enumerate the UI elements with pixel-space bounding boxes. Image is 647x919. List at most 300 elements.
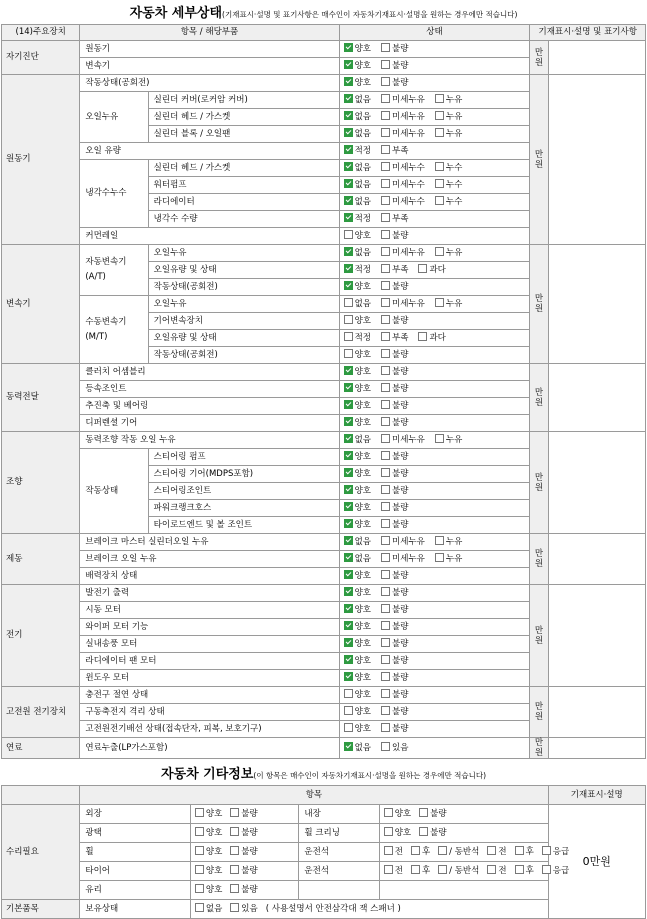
state-cell[interactable] — [339, 296, 530, 313]
checkbox-icon[interactable] — [487, 846, 496, 855]
option-있음[interactable] — [230, 901, 257, 918]
state-cell[interactable] — [339, 432, 530, 449]
option-적정[interactable] — [344, 212, 371, 227]
state-cell[interactable] — [339, 160, 530, 177]
checkbox-icon[interactable] — [381, 179, 390, 188]
checkbox-icon[interactable] — [435, 128, 444, 137]
checkbox-icon[interactable] — [515, 846, 524, 855]
checkbox-icon[interactable] — [344, 434, 353, 443]
option-전[interactable] — [487, 863, 506, 880]
checkbox-icon[interactable] — [381, 485, 390, 494]
left-options[interactable] — [190, 862, 299, 881]
option-미세누수[interactable] — [381, 178, 425, 193]
option-불량[interactable] — [381, 280, 408, 295]
state-cell[interactable] — [339, 126, 530, 143]
option-후[interactable] — [411, 863, 430, 880]
left-options[interactable] — [190, 824, 299, 843]
checkbox-icon[interactable] — [344, 298, 353, 307]
state-cell[interactable] — [339, 211, 530, 228]
checkbox-icon[interactable] — [344, 315, 353, 324]
option-불량[interactable] — [381, 586, 408, 601]
option-누유[interactable] — [435, 93, 462, 108]
state-cell[interactable] — [339, 347, 530, 364]
checkbox-icon[interactable] — [344, 485, 353, 494]
state-cell[interactable] — [339, 687, 530, 704]
option-불량[interactable] — [381, 399, 408, 414]
checkbox-icon[interactable] — [381, 162, 390, 171]
option-양호[interactable] — [344, 416, 371, 431]
checkbox-icon[interactable] — [344, 77, 353, 86]
checkbox-icon[interactable] — [344, 264, 353, 273]
option-불량[interactable] — [381, 671, 408, 686]
checkbox-icon[interactable] — [381, 230, 390, 239]
state-cell[interactable] — [339, 313, 530, 330]
option-누유[interactable] — [435, 127, 462, 142]
checkbox-icon[interactable] — [381, 519, 390, 528]
checkbox-icon[interactable] — [344, 145, 353, 154]
option-미세누유[interactable] — [381, 110, 425, 125]
checkbox-icon[interactable] — [230, 846, 239, 855]
checkbox-icon[interactable] — [344, 553, 353, 562]
option-불량[interactable] — [381, 637, 408, 652]
option-없음[interactable] — [344, 552, 371, 567]
option-양호[interactable] — [344, 280, 371, 295]
checkbox-icon[interactable] — [487, 865, 496, 874]
checkbox-icon[interactable] — [344, 638, 353, 647]
left-options[interactable] — [190, 843, 299, 862]
checkbox-icon[interactable] — [381, 706, 390, 715]
option-미세누유[interactable] — [381, 127, 425, 142]
option-양호[interactable] — [344, 688, 371, 703]
option-응급[interactable] — [542, 863, 569, 880]
checkbox-icon[interactable] — [381, 349, 390, 358]
option-불량[interactable] — [381, 467, 408, 482]
state-cell[interactable] — [339, 466, 530, 483]
checkbox-icon[interactable] — [381, 247, 390, 256]
state-cell[interactable] — [339, 398, 530, 415]
option-양호[interactable] — [195, 825, 222, 842]
state-cell[interactable] — [339, 602, 530, 619]
option-없음[interactable] — [344, 297, 371, 312]
option-양호[interactable] — [344, 705, 371, 720]
option-미세누유[interactable] — [381, 93, 425, 108]
option-누유[interactable] — [435, 110, 462, 125]
option-없음[interactable] — [344, 535, 371, 550]
option-적정[interactable] — [344, 263, 371, 278]
checkbox-icon[interactable] — [344, 213, 353, 222]
note-cell[interactable] — [548, 585, 645, 687]
option-없음[interactable] — [344, 110, 371, 125]
option-불량[interactable] — [230, 844, 257, 861]
checkbox-icon[interactable] — [381, 638, 390, 647]
checkbox-icon[interactable] — [195, 865, 204, 874]
checkbox-icon[interactable] — [344, 247, 353, 256]
option-양호[interactable] — [344, 399, 371, 414]
note-cell[interactable] — [548, 534, 645, 585]
checkbox-icon[interactable] — [344, 536, 353, 545]
state-cell[interactable] — [339, 381, 530, 398]
checkbox-icon[interactable] — [344, 94, 353, 103]
note-cell[interactable] — [548, 75, 645, 245]
checkbox-icon[interactable] — [381, 383, 390, 392]
option-누유[interactable] — [435, 535, 462, 550]
state-cell[interactable] — [339, 228, 530, 245]
checkbox-icon[interactable] — [344, 400, 353, 409]
basic-items-options[interactable] — [190, 900, 548, 919]
state-cell[interactable] — [339, 636, 530, 653]
option-양호[interactable] — [384, 806, 411, 823]
option-없음[interactable] — [344, 127, 371, 142]
checkbox-icon[interactable] — [435, 162, 444, 171]
option-불량[interactable] — [230, 825, 257, 842]
checkbox-icon[interactable] — [384, 827, 393, 836]
option-과다[interactable] — [418, 331, 445, 346]
checkbox-icon[interactable] — [195, 903, 204, 912]
checkbox-icon[interactable] — [381, 434, 390, 443]
option-누유[interactable] — [435, 552, 462, 567]
checkbox-icon[interactable] — [381, 43, 390, 52]
checkbox-icon[interactable] — [344, 723, 353, 732]
option-불량[interactable] — [381, 569, 408, 584]
checkbox-icon[interactable] — [411, 846, 420, 855]
option-불량[interactable] — [381, 654, 408, 669]
option-불량[interactable] — [381, 76, 408, 91]
checkbox-icon[interactable] — [435, 553, 444, 562]
checkbox-icon[interactable] — [344, 468, 353, 477]
option-누수[interactable] — [435, 161, 462, 176]
checkbox-icon[interactable] — [195, 884, 204, 893]
note-cell[interactable] — [548, 364, 645, 432]
option-불량[interactable] — [230, 863, 257, 880]
checkbox-icon[interactable] — [381, 417, 390, 426]
option-미세누유[interactable] — [381, 297, 425, 312]
checkbox-icon[interactable] — [381, 723, 390, 732]
checkbox-icon[interactable] — [381, 553, 390, 562]
checkbox-icon[interactable] — [381, 604, 390, 613]
checkbox-icon[interactable] — [542, 846, 551, 855]
state-cell[interactable] — [339, 58, 530, 75]
option-불량[interactable] — [381, 365, 408, 380]
option-응급[interactable] — [542, 844, 569, 861]
state-cell[interactable] — [339, 194, 530, 211]
option-양호[interactable] — [344, 569, 371, 584]
state-cell[interactable] — [339, 109, 530, 126]
option-후[interactable] — [411, 844, 430, 861]
checkbox-icon[interactable] — [344, 587, 353, 596]
option-불량[interactable] — [230, 882, 257, 899]
option-양호[interactable] — [344, 467, 371, 482]
checkbox-icon[interactable] — [344, 179, 353, 188]
checkbox-icon[interactable] — [381, 145, 390, 154]
state-cell[interactable] — [339, 704, 530, 721]
state-cell[interactable] — [339, 670, 530, 687]
state-cell[interactable] — [339, 41, 530, 58]
option-누유[interactable] — [435, 246, 462, 261]
option-양호[interactable] — [344, 382, 371, 397]
state-cell[interactable] — [339, 534, 530, 551]
state-cell[interactable] — [339, 262, 530, 279]
option-불량[interactable] — [381, 416, 408, 431]
option-적정[interactable] — [344, 331, 371, 346]
checkbox-icon[interactable] — [344, 162, 353, 171]
option-누수[interactable] — [435, 178, 462, 193]
checkbox-icon[interactable] — [435, 179, 444, 188]
option-양호[interactable] — [195, 863, 222, 880]
state-cell[interactable] — [339, 568, 530, 585]
option-/ 동반석[interactable] — [438, 844, 479, 861]
option-미세누유[interactable] — [381, 552, 425, 567]
option-과다[interactable] — [418, 263, 445, 278]
checkbox-icon[interactable] — [230, 865, 239, 874]
left-options[interactable] — [190, 881, 299, 900]
option-있음[interactable] — [381, 741, 408, 756]
checkbox-icon[interactable] — [344, 451, 353, 460]
checkbox-icon[interactable] — [344, 111, 353, 120]
checkbox-icon[interactable] — [344, 43, 353, 52]
option-불량[interactable] — [381, 501, 408, 516]
state-cell[interactable] — [339, 653, 530, 670]
note-cell[interactable] — [548, 738, 645, 759]
checkbox-icon[interactable] — [344, 742, 353, 751]
option-불량[interactable] — [381, 348, 408, 363]
state-cell[interactable] — [339, 330, 530, 347]
option-전[interactable] — [487, 844, 506, 861]
note-cell[interactable] — [548, 432, 645, 534]
checkbox-icon[interactable] — [381, 196, 390, 205]
state-cell[interactable] — [339, 279, 530, 296]
option-양호[interactable] — [195, 844, 222, 861]
option-부족[interactable] — [381, 212, 408, 227]
option-양호[interactable] — [344, 722, 371, 737]
checkbox-icon[interactable] — [381, 315, 390, 324]
option-불량[interactable] — [381, 688, 408, 703]
option-양호[interactable] — [344, 671, 371, 686]
note-cell[interactable] — [548, 245, 645, 364]
checkbox-icon[interactable] — [344, 128, 353, 137]
option-양호[interactable] — [344, 59, 371, 74]
checkbox-icon[interactable] — [419, 827, 428, 836]
option-불량[interactable] — [230, 806, 257, 823]
checkbox-icon[interactable] — [381, 213, 390, 222]
option-부족[interactable] — [381, 144, 408, 159]
state-cell[interactable] — [339, 75, 530, 92]
option-없음[interactable] — [344, 161, 371, 176]
checkbox-icon[interactable] — [344, 519, 353, 528]
option-양호[interactable] — [384, 825, 411, 842]
right-options[interactable] — [379, 824, 548, 843]
option-미세누수[interactable] — [381, 161, 425, 176]
checkbox-icon[interactable] — [381, 502, 390, 511]
checkbox-icon[interactable] — [381, 111, 390, 120]
note-cell[interactable] — [548, 687, 645, 738]
checkbox-icon[interactable] — [195, 827, 204, 836]
option-불량[interactable] — [381, 518, 408, 533]
option-전[interactable] — [384, 863, 403, 880]
option-미세누유[interactable] — [381, 433, 425, 448]
right-options[interactable] — [379, 881, 548, 900]
checkbox-icon[interactable] — [419, 808, 428, 817]
checkbox-icon[interactable] — [344, 349, 353, 358]
checkbox-icon[interactable] — [515, 865, 524, 874]
checkbox-icon[interactable] — [344, 281, 353, 290]
option-양호[interactable] — [344, 365, 371, 380]
checkbox-icon[interactable] — [381, 468, 390, 477]
option-미세누유[interactable] — [381, 246, 425, 261]
option-불량[interactable] — [381, 705, 408, 720]
checkbox-icon[interactable] — [344, 570, 353, 579]
checkbox-icon[interactable] — [344, 672, 353, 681]
checkbox-icon[interactable] — [435, 111, 444, 120]
right-options[interactable] — [379, 862, 570, 881]
checkbox-icon[interactable] — [230, 903, 239, 912]
option-누유[interactable] — [435, 433, 462, 448]
checkbox-icon[interactable] — [381, 400, 390, 409]
checkbox-icon[interactable] — [344, 604, 353, 613]
option-양호[interactable] — [344, 518, 371, 533]
state-cell[interactable] — [339, 92, 530, 109]
option-누유[interactable] — [435, 297, 462, 312]
checkbox-icon[interactable] — [344, 230, 353, 239]
option-부족[interactable] — [381, 331, 408, 346]
option-양호[interactable] — [344, 586, 371, 601]
checkbox-icon[interactable] — [230, 884, 239, 893]
option-양호[interactable] — [344, 42, 371, 57]
state-cell[interactable] — [339, 415, 530, 432]
option-없음[interactable] — [344, 741, 371, 756]
checkbox-icon[interactable] — [435, 434, 444, 443]
checkbox-icon[interactable] — [435, 536, 444, 545]
checkbox-icon[interactable] — [418, 332, 427, 341]
checkbox-icon[interactable] — [381, 451, 390, 460]
right-options[interactable] — [379, 805, 548, 824]
option-양호[interactable] — [195, 806, 222, 823]
option-부족[interactable] — [381, 263, 408, 278]
checkbox-icon[interactable] — [381, 655, 390, 664]
checkbox-icon[interactable] — [438, 865, 447, 874]
state-cell[interactable] — [339, 585, 530, 602]
option-적정[interactable] — [344, 144, 371, 159]
state-cell[interactable] — [339, 517, 530, 534]
checkbox-icon[interactable] — [344, 60, 353, 69]
option-양호[interactable] — [344, 620, 371, 635]
checkbox-icon[interactable] — [381, 77, 390, 86]
option-누수[interactable] — [435, 195, 462, 210]
checkbox-icon[interactable] — [381, 672, 390, 681]
state-cell[interactable] — [339, 143, 530, 160]
checkbox-icon[interactable] — [435, 247, 444, 256]
checkbox-icon[interactable] — [195, 846, 204, 855]
checkbox-icon[interactable] — [230, 808, 239, 817]
left-options[interactable] — [190, 805, 299, 824]
checkbox-icon[interactable] — [384, 808, 393, 817]
option-불량[interactable] — [381, 59, 408, 74]
option-불량[interactable] — [381, 484, 408, 499]
option-불량[interactable] — [381, 722, 408, 737]
option-양호[interactable] — [344, 637, 371, 652]
checkbox-icon[interactable] — [381, 264, 390, 273]
checkbox-icon[interactable] — [381, 298, 390, 307]
option-불량[interactable] — [381, 229, 408, 244]
checkbox-icon[interactable] — [418, 264, 427, 273]
state-cell[interactable] — [339, 738, 530, 759]
option-없음[interactable] — [344, 93, 371, 108]
checkbox-icon[interactable] — [438, 846, 447, 855]
state-cell[interactable] — [339, 619, 530, 636]
state-cell[interactable] — [339, 551, 530, 568]
option-후[interactable] — [515, 844, 534, 861]
checkbox-icon[interactable] — [344, 689, 353, 698]
checkbox-icon[interactable] — [381, 128, 390, 137]
right-options[interactable] — [379, 843, 570, 862]
checkbox-icon[interactable] — [344, 196, 353, 205]
note-cell[interactable] — [548, 41, 645, 75]
option-불량[interactable] — [419, 806, 446, 823]
checkbox-icon[interactable] — [344, 417, 353, 426]
checkbox-icon[interactable] — [381, 587, 390, 596]
checkbox-icon[interactable] — [542, 865, 551, 874]
checkbox-icon[interactable] — [344, 502, 353, 511]
option-없음[interactable] — [195, 901, 222, 918]
checkbox-icon[interactable] — [381, 570, 390, 579]
option-양호[interactable] — [344, 314, 371, 329]
checkbox-icon[interactable] — [344, 366, 353, 375]
checkbox-icon[interactable] — [384, 846, 393, 855]
checkbox-icon[interactable] — [381, 94, 390, 103]
option-양호[interactable] — [344, 501, 371, 516]
state-cell[interactable] — [339, 500, 530, 517]
option-불량[interactable] — [381, 620, 408, 635]
checkbox-icon[interactable] — [381, 689, 390, 698]
option-양호[interactable] — [344, 348, 371, 363]
option-불량[interactable] — [419, 825, 446, 842]
checkbox-icon[interactable] — [381, 60, 390, 69]
checkbox-icon[interactable] — [381, 332, 390, 341]
state-cell[interactable] — [339, 483, 530, 500]
option-불량[interactable] — [381, 42, 408, 57]
checkbox-icon[interactable] — [344, 706, 353, 715]
checkbox-icon[interactable] — [344, 621, 353, 630]
checkbox-icon[interactable] — [230, 827, 239, 836]
option-없음[interactable] — [344, 246, 371, 261]
state-cell[interactable] — [339, 364, 530, 381]
checkbox-icon[interactable] — [435, 196, 444, 205]
checkbox-icon[interactable] — [344, 655, 353, 664]
option-후[interactable] — [515, 863, 534, 880]
option-없음[interactable] — [344, 195, 371, 210]
option-없음[interactable] — [344, 178, 371, 193]
checkbox-icon[interactable] — [381, 281, 390, 290]
checkbox-icon[interactable] — [435, 298, 444, 307]
checkbox-icon[interactable] — [381, 366, 390, 375]
state-cell[interactable] — [339, 177, 530, 194]
option-불량[interactable] — [381, 314, 408, 329]
option-양호[interactable] — [344, 450, 371, 465]
option-/ 동반석[interactable] — [438, 863, 479, 880]
option-양호[interactable] — [344, 484, 371, 499]
checkbox-icon[interactable] — [195, 808, 204, 817]
option-양호[interactable] — [344, 76, 371, 91]
option-미세누유[interactable] — [381, 535, 425, 550]
option-양호[interactable] — [344, 654, 371, 669]
checkbox-icon[interactable] — [381, 536, 390, 545]
option-미세누수[interactable] — [381, 195, 425, 210]
option-불량[interactable] — [381, 450, 408, 465]
option-불량[interactable] — [381, 382, 408, 397]
checkbox-icon[interactable] — [435, 94, 444, 103]
checkbox-icon[interactable] — [381, 742, 390, 751]
checkbox-icon[interactable] — [411, 865, 420, 874]
state-cell[interactable] — [339, 721, 530, 738]
